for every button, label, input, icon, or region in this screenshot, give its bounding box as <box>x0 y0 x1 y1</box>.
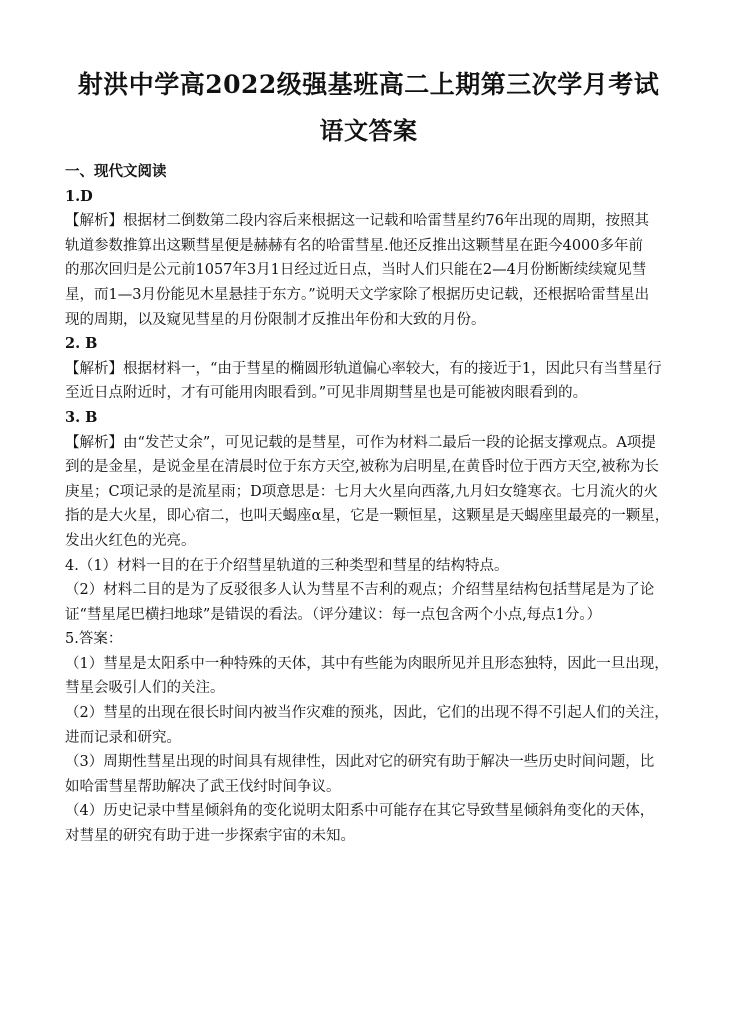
text-line: （3）周期性彗星出现的时间具有规律性，因此对它的研究有助于解决一些历史时间问题，比 <box>65 754 655 771</box>
text-line: 3. B <box>65 408 98 426</box>
text-line: 至近日点附近时，才有可能用肉眼看到。”可见非周期彗星也是可能被肉眼看到的。 <box>65 385 588 402</box>
text-line: 【解析】根据材二倒数第二段内容后来根据这一记载和哈雷彗星约76年出现的周期，按照其 <box>65 213 649 230</box>
text-line: 进而记录和研究。 <box>65 729 181 746</box>
text-line: 指的是大火星，即心宿二，也叫天蝎座α星，它是一颗恒星，这颗星是天蝎座里最亮的一颗星， <box>65 508 670 525</box>
answer-subtitle: 语文答案 <box>319 116 418 145</box>
text-line: 的那次回归是公元前1057年3月1日经过近日点，当时人们只能在2—4月份断断续续窥见彗 <box>65 262 647 279</box>
text-line: 【解析】根据材料一，“由于彗星的椭圆形轨道偏心率较大，有的接近于1，因此只有当彗星行 <box>65 360 662 377</box>
text-line: （1）彗星是太阳系中一种特殊的天体，其中有些能为肉眼所见并且形态独特，因此一旦出现， <box>65 655 669 672</box>
text-line: （2）彗星的出现在很长时间内被当作灾难的预兆，因此，它们的出现不得不引起人们的关注， <box>65 705 669 722</box>
text-line: 2. B <box>65 335 98 353</box>
text-line: 【解析】由“发芒丈余”，可见记载的是彗星，可作为材料二最后一段的论据支撑观点。A项提 <box>65 434 656 451</box>
answer-body <box>65 160 677 849</box>
text-line: 到的是金星，是说金星在清晨时位于东方天空,被称为启明星,在黄昏时位于西方天空,被称为长 <box>65 459 659 476</box>
text-line: 对彗星的研究有助于进一步探索宇宙的未知。 <box>65 828 355 845</box>
text-line: 彗星会吸引人们的关注。 <box>65 680 225 697</box>
text-line: 4.（1）材料一目的在于介绍彗星轨道的三种类型和彗星的结构特点。 <box>65 557 509 574</box>
text-line: 1.D <box>65 187 93 205</box>
text-line: 发出火红色的光亮。 <box>65 532 196 549</box>
text-line: 证“彗星尾巴横扫地球”是错误的看法。（评分建议：每一点包含两个小点,每点1分。） <box>65 606 602 623</box>
text-line: 现的周期，以及窥见彗星的月份限制才反推出年份和大致的月份。 <box>65 311 486 328</box>
text-line: 轨道参数推算出这颗彗星便是赫赫有名的哈雷彗星.他还反推出这颗彗星在距今4000多年前 <box>65 237 644 254</box>
text-line: （4）历史记录中彗星倾斜角的变化说明太阳系中可能存在其它导致彗星倾斜角变化的天体， <box>65 803 655 820</box>
text-line: 5.答案： <box>65 631 123 648</box>
text-line: 一、现代文阅读 <box>65 163 167 180</box>
text-line: （2）材料二目的是为了反驳很多人认为彗星不吉利的观点；介绍彗星结构包括彗尾是为了论 <box>65 582 655 599</box>
text-line: 庚星；C项记录的是流星雨；D项意思是：七月大火星向西落,九月妇女缝寒衣。七月流火的火 <box>65 483 658 500</box>
exam-title: 射洪中学高2022级强基班高二上期第三次学月考试 <box>77 70 660 99</box>
text-line: 如哈雷彗星帮助解决了武王伐纣时间争议。 <box>65 778 341 795</box>
text-line: 星，而1—3月份能见木星悬挂于东方。”说明天文学家除了根据历史记载，还根据哈雷彗星出 <box>65 286 650 303</box>
